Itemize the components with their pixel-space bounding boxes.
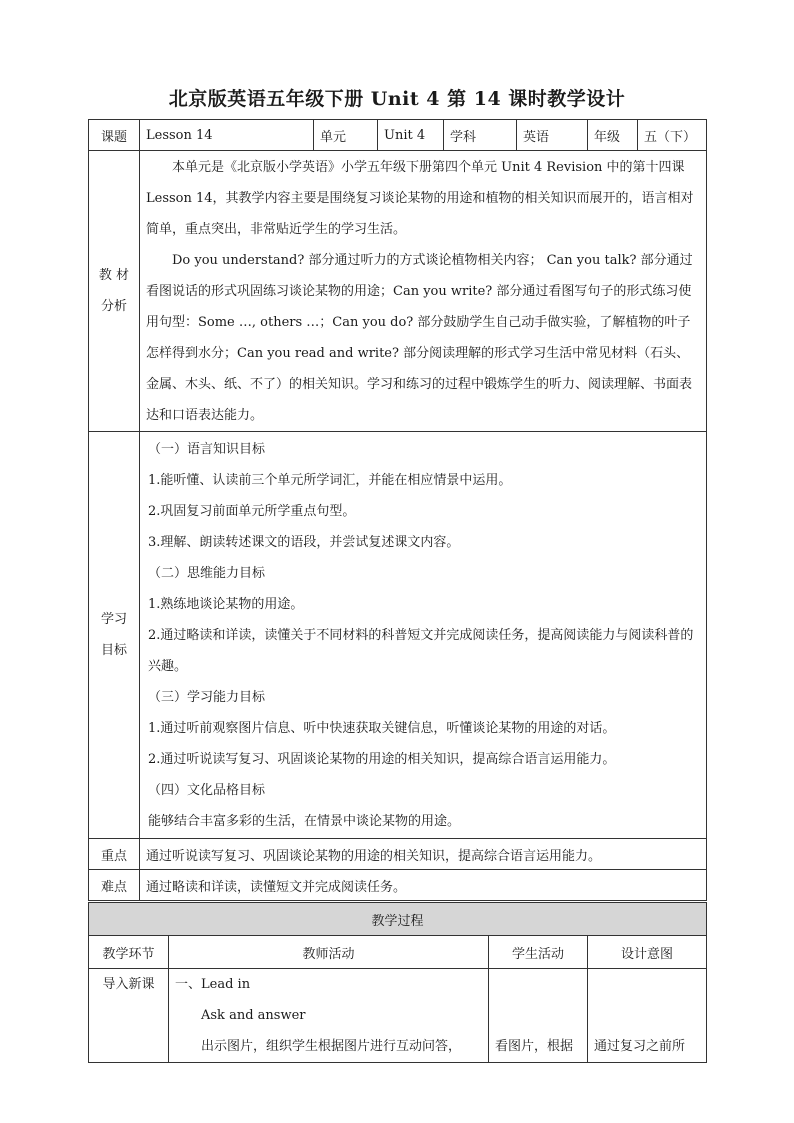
key-point-value: 通过听说读写复习、巩固谈论某物的用途的相关知识，提高综合语言运用能力。 (140, 839, 707, 870)
objective-line: （四）文化品格目标 (148, 782, 266, 798)
objective-line: 能够结合丰富多彩的生活，在情景中谈论某物的用途。 (148, 813, 461, 829)
key-point-row (89, 839, 707, 870)
subject-label: 学科 (444, 120, 517, 151)
col-stage-header: 教学环节 (89, 936, 169, 969)
teacher-activity-cell (169, 969, 489, 1063)
topic-value: Lesson 14 (140, 120, 314, 151)
grade-value: 五（下） (638, 120, 707, 151)
page-title: 北京版英语五年级下册 Unit 4 第 14 课时教学设计 (168, 88, 626, 110)
grade-label: 年级 (588, 120, 638, 151)
difficulty-value: 通过略读和详读，读懂短文并完成阅读任务。 (140, 870, 707, 901)
objective-line: （一）语言知识目标 (148, 441, 266, 457)
teaching-process-table (88, 902, 707, 1063)
design-intent-cell (588, 969, 707, 1063)
teacher-activity-line1: 一、Lead in (175, 977, 251, 992)
material-analysis-label-line2: 分析 (100, 299, 127, 314)
material-analysis-label-line1: 教 材 (98, 268, 130, 283)
teacher-activity-line3: 出示图片，组织学生根据图片进行互动问答， (201, 1039, 462, 1054)
stage-text: 导入新课 (102, 977, 155, 992)
student-activity-text: 看图片，根据 (495, 1039, 574, 1054)
objectives-list (148, 434, 698, 837)
objective-line: 1.能听懂、认读前三个单元所学词汇，并能在相应情景中运用。 (148, 472, 512, 488)
design-intent-text: 通过复习之前所 (594, 1039, 686, 1054)
stage-cell (89, 969, 169, 1063)
objective-line: 2.通过听说读写复习、巩固谈论某物的用途的相关知识，提高综合语言运用能力。 (148, 751, 616, 767)
process-column-headers (89, 936, 707, 969)
topic-label: 课题 (89, 120, 140, 151)
col-teacher-header: 教师活动 (169, 936, 489, 969)
material-analysis-para1: 本单元是《北京版小学英语》小学五年级下册第四个单元 Unit 4 Revision 中的第十四课 Lesson 14，其教学内容主要是围绕复习谈论某物的用途和植物的相关知识而展开的，语言相对简单，重点突出，非常贴近学生的学习生活。 (146, 159, 694, 237)
objective-line: 3.理解、朗读转述课文的语段，并尝试复述课文内容。 (148, 534, 460, 550)
unit-value: Unit 4 (378, 120, 444, 151)
objective-line: 1.通过听前观察图片信息、听中快速获取关键信息，听懂谈论某物的用途的对话。 (148, 720, 616, 736)
material-analysis-label (89, 151, 140, 432)
process-header: 教学过程 (89, 903, 707, 936)
teacher-activity-line2: Ask and answer (201, 1008, 306, 1023)
objective-line: （二）思维能力目标 (148, 565, 266, 581)
col-intent-header: 设计意图 (588, 936, 707, 969)
material-analysis-content (140, 151, 707, 432)
objectives-label-line2: 目标 (100, 643, 127, 658)
objectives-label-line1: 学习 (100, 612, 127, 627)
info-row (89, 120, 707, 151)
objectives-label (89, 432, 140, 839)
unit-label: 单元 (314, 120, 378, 151)
subject-value: 英语 (517, 120, 588, 151)
objectives-content (140, 432, 707, 839)
col-student-header: 学生活动 (489, 936, 588, 969)
key-point-label: 重点 (89, 839, 140, 870)
objective-line: 2.通过略读和详读，读懂关于不同材料的科普短文并完成阅读任务，提高阅读能力与阅读科普的兴趣。 (148, 627, 694, 674)
objectives-row (89, 432, 707, 839)
objective-line: （三）学习能力目标 (148, 689, 266, 705)
objective-line: 1.熟练地谈论某物的用途。 (148, 596, 304, 612)
student-activity-cell (489, 969, 588, 1063)
objective-line: 2.巩固复习前面单元所学重点句型。 (148, 503, 356, 519)
difficulty-row (89, 870, 707, 901)
material-analysis-row (89, 151, 707, 432)
process-row-lead-in (89, 969, 707, 1063)
difficulty-label: 难点 (89, 870, 140, 901)
process-header-row (89, 903, 707, 936)
lesson-info-table (88, 119, 707, 901)
material-analysis-para2: Do you understand? 部分通过听力的方式谈论植物相关内容； Can you talk? 部分通过看图说话的形式巩固练习谈论某物的用途；Can you write? 部分通过看图写句子的形式练习使用句型：Some …, others …；Can you do? 部分鼓励学生自己动手做实验，了解植物的叶子怎样得到水分；Can you read and write? 部分阅读理解的形式学习生活中常见材料（石头、金属、木头、纸、不了）的相关知识。学习和练习的过程中锻炼学生的听力、阅读理解、书面表达和口语表达能力。 (146, 252, 693, 423)
